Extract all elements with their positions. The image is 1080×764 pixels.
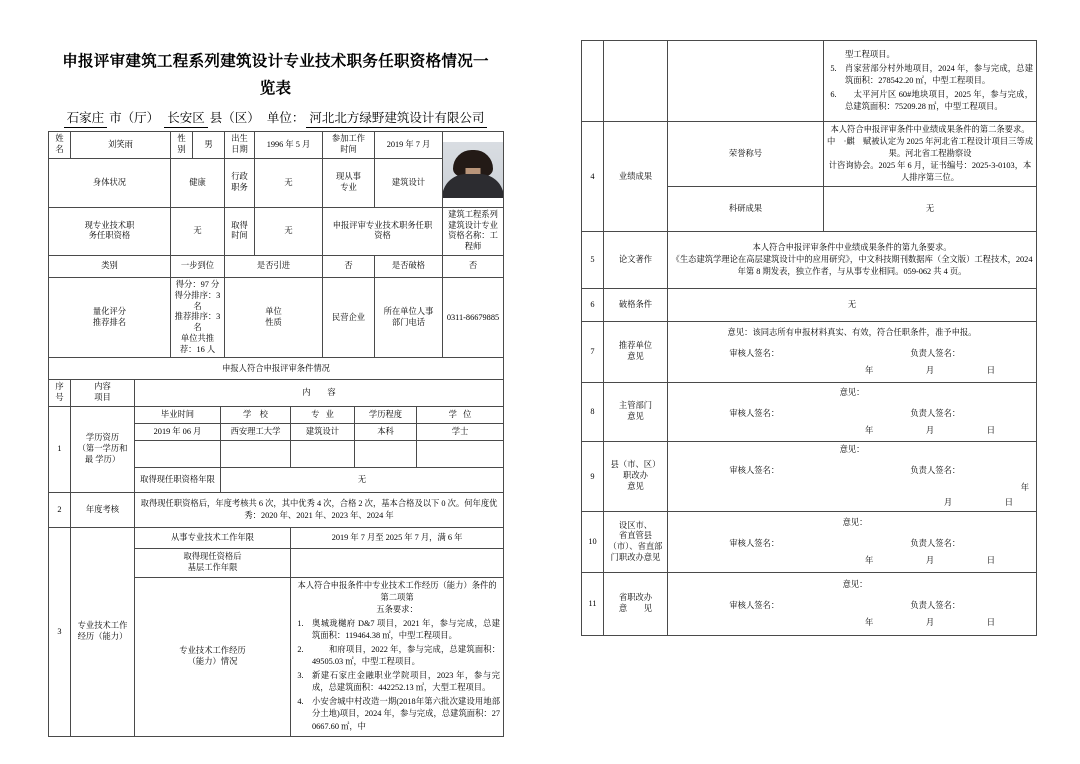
signature-row <box>671 408 1033 420</box>
row10-seq: 10 <box>582 512 604 573</box>
date-year-label: 年 <box>1020 483 1030 493</box>
obtain-time-value: 无 <box>255 207 323 255</box>
school-value: 西安理工大学 <box>221 423 291 440</box>
leader-signature-label: 负责人签名： <box>910 349 961 359</box>
project-list <box>294 618 500 733</box>
photo-cell <box>443 132 504 208</box>
major-value-2 <box>291 441 355 468</box>
row3-seq-cont <box>582 41 604 122</box>
right-column <box>581 40 1036 636</box>
applicant-photo <box>443 142 503 198</box>
annual-assessment-text: 取得现任职资格后，年度考核共 6 次，其中优秀 4 次，合格 2 次，基本合格及以下 0 次。何年度优 秀：2020 年、2021 年、2023 年、2024 年 <box>135 493 504 528</box>
table-row <box>49 255 504 277</box>
category-value: 一步到位 <box>171 255 225 277</box>
row10-label: 设区市、 省直管县 （市）、省直部 门职改办意见 <box>604 512 668 573</box>
papers-content: 本人符合申报评审条件中业绩成果条件的第九条要求。 《生态建筑学理论在高层建筑设计中的应用研究》，中文科技期刊数据库（全文版）工程技术，2024 年第 8 期发表，独立作者，与从事专业相同。059-062 共 4 页。 <box>668 232 1037 289</box>
major-header: 专 业 <box>291 406 355 423</box>
table-row <box>49 207 504 255</box>
unit-nature-value: 民营企业 <box>323 277 375 357</box>
current-qualification-value: 无 <box>171 207 225 255</box>
header-city: 石家庄 <box>64 108 108 128</box>
table-row <box>582 383 1037 442</box>
left-column <box>48 48 503 737</box>
table-row <box>582 122 1037 187</box>
reviewer-signature-label: 审核人签名： <box>729 409 780 419</box>
table-row <box>582 512 1037 573</box>
row1-label: 学历资历 （第一学历和 最 学历） <box>71 406 135 492</box>
birth-value: 1996 年 5 月 <box>255 132 323 159</box>
supervisor-dept-opinion: 意见： 审核人签名： 负责人签名： 年 月 日 <box>668 383 1037 442</box>
is-exception-label: 是否破格 <box>375 255 443 277</box>
grad-time-header: 毕业时间 <box>135 406 221 423</box>
table-row <box>49 358 504 380</box>
leader-signature-label: 负责人签名： <box>910 539 961 549</box>
degree-header: 学 位 <box>417 406 504 423</box>
col-content-header: 内 容 <box>135 380 504 407</box>
row3-label: 专业技术工作 经历（能力） <box>71 528 135 737</box>
obtain-time-label: 取得 时间 <box>225 207 255 255</box>
current-major-value: 建筑设计 <box>375 158 443 207</box>
page-title <box>48 48 503 102</box>
date-label: 年 月 日 <box>864 426 1008 436</box>
signature-row <box>671 348 1033 360</box>
recommend-unit-opinion: 意见：该同志所有申报材料真实、有效，符合任职条件，准予申报。 审核人签名： 负责人签名： 年 月 日 <box>668 322 1037 383</box>
leader-signature-label: 负责人签名： <box>910 409 961 419</box>
is-introduced-value: 否 <box>323 255 375 277</box>
name-value: 刘笑雨 <box>71 132 171 159</box>
row9-seq: 9 <box>582 442 604 512</box>
score-rank-label: 量化评分 推荐排名 <box>49 277 171 357</box>
table-row <box>582 573 1037 636</box>
row9-label: 县（市、区） 职改办 意见 <box>604 442 668 512</box>
county-office-opinion: 意见： 审核人签名： 负责人签名： 年 月 日 <box>668 442 1037 512</box>
gender-value: 男 <box>193 132 225 159</box>
table-row <box>49 528 504 549</box>
health-label: 身体状况 <box>49 158 171 207</box>
grad-time-value-2 <box>135 441 221 468</box>
admin-post-value: 无 <box>255 158 323 207</box>
header-unit-line <box>48 108 503 128</box>
work-start-value: 2019 年 7 月 <box>375 132 443 159</box>
honor-label: 荣誉称号 <box>668 122 824 187</box>
apply-qualification-value: 建筑工程系列 建筑设计专业 资格名称：工程师 <box>443 207 504 255</box>
qualification-years-label: 取得现任职资格年限 <box>135 468 221 493</box>
table-row <box>49 158 504 207</box>
grad-time-value: 2019 年 06 月 <box>135 423 221 440</box>
row2-seq: 2 <box>49 493 71 528</box>
birth-label: 出生 日期 <box>225 132 255 159</box>
research-value: 无 <box>824 187 1037 232</box>
list-item: 型工程项目。 <box>845 50 895 60</box>
table-row <box>582 41 1037 122</box>
reviewer-signature-label: 审核人签名： <box>729 466 780 476</box>
row8-seq: 8 <box>582 383 604 442</box>
exception-value: 无 <box>668 289 1037 322</box>
date-label: 年 月 日 <box>864 618 1008 628</box>
city-office-opinion: 意见： 审核人签名： 负责人签名： 年 月 日 <box>668 512 1037 573</box>
honor-content: 本人符合申报评审条件中业绩成果条件的第二条要求。 中 ·麒 赋被认定为 2025 年河北省工程设计项目三等成果。河北省工程勘察设 计咨询协会。2025 年 6 月，证书编号：2025-3-0103，本人排序第三位。 <box>824 122 1037 187</box>
date-label: 年 月 日 <box>864 366 1008 376</box>
row8-label: 主管部门 意见 <box>604 383 668 442</box>
province-office-opinion: 意见： 审核人签名： 负责人签名： 年 月 日 <box>668 573 1037 636</box>
list-item: 3. 新建石家庄金融职业学院项目，2023 年，参与完成，总建筑面积：442252.13 ㎡，大型工程项目。 <box>297 670 501 693</box>
row6-seq: 6 <box>582 289 604 322</box>
row3-label-cont <box>604 41 668 122</box>
degree-value-2 <box>417 441 504 468</box>
section-banner: 申报人符合申报评审条件情况 <box>49 358 504 380</box>
health-value: 健康 <box>171 158 225 207</box>
work-experience-label-cont <box>668 41 824 122</box>
row6-label: 破格条件 <box>604 289 668 322</box>
school-value-2 <box>221 441 291 468</box>
photo-body <box>443 174 503 198</box>
row7-label: 推荐单位 意见 <box>604 322 668 383</box>
reviewer-signature-label: 审核人签名： <box>729 601 780 611</box>
work-years-value: 2019 年 7 月至 2025 年 7 月，满 6 年 <box>291 528 504 549</box>
major-value: 建筑设计 <box>291 423 355 440</box>
table-row <box>582 322 1037 383</box>
row11-seq: 11 <box>582 573 604 636</box>
table-row <box>49 493 504 528</box>
work-start-label: 参加工作 时间 <box>323 132 375 159</box>
signature-row <box>671 600 1033 612</box>
list-item: 2. 和府项目，2022 年，参与完成，总建筑面积：49505.03 ㎡，中型工程项目。 <box>297 644 501 667</box>
header-district-label: 县（区） <box>209 111 260 126</box>
is-exception-value: 否 <box>443 255 504 277</box>
leader-signature-label: 负责人签名： <box>910 601 961 611</box>
basic-info-table <box>48 131 504 380</box>
list-item: 6. 太平河片区 60#地块项目，2025 年，参与完成，总建筑面积：75209.28 ㎡，中型工程项目。 <box>830 89 1034 112</box>
current-major-label: 现从事 专业 <box>323 158 375 207</box>
row4-seq: 4 <box>582 122 604 232</box>
row3-seq: 3 <box>49 528 71 737</box>
list-item: 1. 奥城珑樾府 D&7 项目，2021 年，参与完成，总建筑面积：119464.38 ㎡，中型工程项目。 <box>297 619 501 641</box>
row1-seq: 1 <box>49 406 71 492</box>
hr-phone-value: 0311-86679885 <box>443 277 504 357</box>
table-row <box>582 232 1037 289</box>
edu-level-value-2 <box>355 441 417 468</box>
leader-signature-label: 负责人签名： <box>910 466 961 476</box>
is-introduced-label: 是否引进 <box>225 255 323 277</box>
signature-row <box>671 465 1033 477</box>
hr-phone-label: 所在单位人事 部门电话 <box>375 277 443 357</box>
grassroots-years-label: 取得现任资格后 基层工作年限 <box>135 549 291 578</box>
name-label: 姓 名 <box>49 132 71 159</box>
signature-row <box>671 538 1033 550</box>
edu-level-header: 学历程度 <box>355 406 417 423</box>
conditions-table <box>48 379 504 737</box>
reviewer-signature-label: 审核人签名： <box>729 349 780 359</box>
date-label: 年 月 日 <box>864 556 1008 566</box>
row5-seq: 5 <box>582 232 604 289</box>
table-row <box>49 277 504 357</box>
list-item: 4. 小安舍城中村改造一期(2018年第六批次建设用地部分土地)项目，2024 年，参与完成，总建筑面积：270667.60 ㎡，中 <box>297 696 501 731</box>
row7-seq: 7 <box>582 322 604 383</box>
row5-label: 论文著作 <box>604 232 668 289</box>
work-experience-content: 本人符合申报条件中专业技术工作经历（能力）条件的第二项第 五条要求： 1. 奥城珑樾府 D&7 项目，2021 年，参与完成，总建筑面积：119464.38 ㎡，中型工程项目。 2. 和府项目，2022 年，参与完成，总建筑面积：49505.03 ㎡，中型工程项目。 3. 新建石家庄金融职业学院项目，2023 年，参与完成，总建筑面积：442252.13 ㎡，大型工程项目。 4. 小安舍城中村改造一期(2018年第六批次建设用地部分土地)项目，2024 年，参与完成，总建筑面积：270667.60 ㎡，中 <box>291 578 504 737</box>
col-item-header: 内容 项目 <box>71 380 135 407</box>
row4-label: 业绩成果 <box>604 122 668 232</box>
work-experience-label: 专业技术工作经历 （能力）情况 <box>135 578 291 737</box>
page-title-line1: 申报评审建筑工程系列建筑设计专业技术职务任职资格情况一 <box>62 53 489 70</box>
current-qualification-label: 现专业技术职 务任职资格 <box>49 207 171 255</box>
date-monthday-label: 月 日 <box>943 498 1026 508</box>
list-item: 5. 肖家营部分村外地项目，2024 年，参与完成，总建筑面积：278542.20 ㎡，中型工程项目。 <box>830 63 1034 86</box>
score-rank-value: 得分：97 分 得分排序：3 名 推荐排序：3 名 单位共推荐：16 人 <box>171 277 225 357</box>
apply-qualification-label: 申报评审专业技术职务任职 资格 <box>323 207 443 255</box>
table-row <box>49 380 504 407</box>
edu-level-value: 本科 <box>355 423 417 440</box>
conditions-table-continued <box>581 40 1037 636</box>
admin-post-label: 行政 职务 <box>225 158 255 207</box>
row11-label: 省职改办 意 见 <box>604 573 668 636</box>
degree-value: 学士 <box>417 423 504 440</box>
col-seq-header: 序 号 <box>49 380 71 407</box>
table-row <box>582 289 1037 322</box>
table-row <box>582 442 1037 512</box>
qualification-years-value: 无 <box>221 468 504 493</box>
header-unit-value: 河北北方绿野建筑设计有限公司 <box>306 108 487 128</box>
grassroots-years-value <box>291 549 504 578</box>
row2-label: 年度考核 <box>71 493 135 528</box>
gender-label: 性 别 <box>171 132 193 159</box>
header-city-label: 市（厅） <box>109 111 160 126</box>
reviewer-signature-label: 审核人签名： <box>729 539 780 549</box>
work-years-label: 从事专业技术工作年限 <box>135 528 291 549</box>
category-label: 类别 <box>49 255 171 277</box>
research-label: 科研成果 <box>668 187 824 232</box>
work-experience-content-cont <box>824 41 1037 122</box>
school-header: 学 校 <box>221 406 291 423</box>
project-list-continued <box>827 49 1033 113</box>
table-row <box>49 132 504 159</box>
header-district: 长安区 <box>164 108 208 128</box>
header-unit-label: 单位： <box>266 111 305 126</box>
unit-nature-label: 单位 性质 <box>225 277 323 357</box>
table-row <box>49 406 504 423</box>
page-title-line2: 览表 <box>259 80 292 98</box>
